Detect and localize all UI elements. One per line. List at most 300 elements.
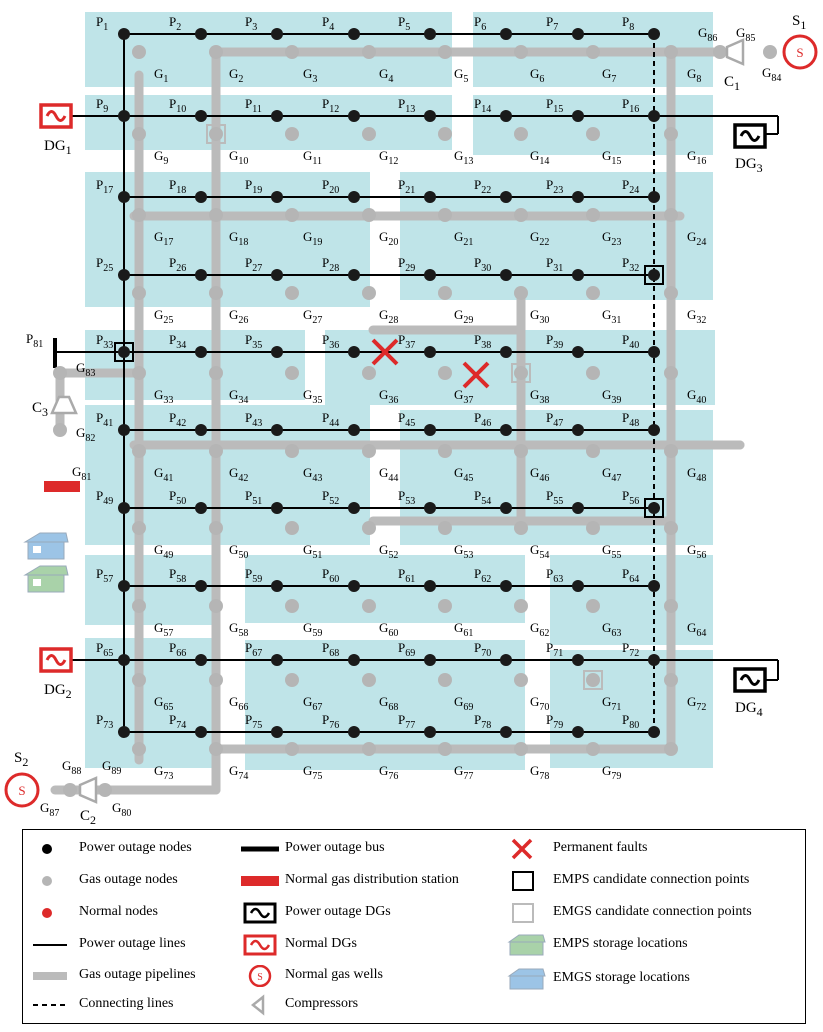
dg-label: $DG_3$ <box>735 156 763 175</box>
power-node <box>648 654 660 666</box>
house-window <box>33 546 41 553</box>
power-node <box>195 269 207 281</box>
compressor-icon <box>239 994 285 1016</box>
gas-node <box>514 286 528 300</box>
power-node <box>424 110 436 122</box>
area-block <box>85 555 215 625</box>
g-label: $G_{71}$ <box>602 694 622 713</box>
gas-node <box>98 783 112 797</box>
g-label: $G_{77}$ <box>454 763 474 782</box>
gas-node <box>713 45 727 59</box>
p-label: $P_{56}$ <box>622 488 640 507</box>
legend-label: Connecting lines <box>79 996 174 1011</box>
g-label: $G_{67}$ <box>303 694 323 713</box>
g84-label: $G_{84}$ <box>762 65 782 84</box>
gas-node <box>514 127 528 141</box>
g-label: $G_{24}$ <box>687 229 707 248</box>
gas-node <box>362 673 376 687</box>
p-label: $P_{18}$ <box>169 177 187 196</box>
p-label: $P_{16}$ <box>622 96 640 115</box>
g-label: $G_{15}$ <box>602 148 622 167</box>
gas-node <box>285 366 299 380</box>
g-label: $G_{59}$ <box>303 620 323 639</box>
power-node-icon <box>33 838 79 860</box>
p-label: $P_{25}$ <box>96 255 114 274</box>
g-label: $G_{35}$ <box>303 387 323 406</box>
g-label: $G_{18}$ <box>229 229 249 248</box>
g-label: $G_5$ <box>454 66 469 85</box>
power-node <box>648 346 660 358</box>
power-node <box>424 654 436 666</box>
power-node <box>195 110 207 122</box>
p-label: $P_{28}$ <box>322 255 340 274</box>
p-label: $P_{60}$ <box>322 566 340 585</box>
legend-label: Permanent faults <box>553 840 648 855</box>
power-node <box>572 346 584 358</box>
p-label: $P_{46}$ <box>474 410 492 429</box>
power-node <box>648 580 660 592</box>
power-node <box>271 424 283 436</box>
power-node <box>348 502 360 514</box>
gas-node <box>362 444 376 458</box>
p-label: $P_2$ <box>169 14 182 33</box>
power-node <box>572 654 584 666</box>
gas-node <box>664 521 678 535</box>
gas-node <box>586 742 600 756</box>
power-node <box>424 726 436 738</box>
g-label: $G_{72}$ <box>687 694 707 713</box>
g-label: $G_{27}$ <box>303 307 323 326</box>
p-label: $P_{47}$ <box>546 410 564 429</box>
power-node <box>118 110 130 122</box>
legend-well-glyph: S <box>257 972 263 983</box>
p-label: $P_{35}$ <box>245 332 263 351</box>
power-node <box>348 191 360 203</box>
g-label: $G_1$ <box>154 66 169 85</box>
p-label: $P_8$ <box>622 14 635 33</box>
power-node <box>348 110 360 122</box>
p-label: $P_{49}$ <box>96 488 114 507</box>
p-label: $P_{54}$ <box>474 488 492 507</box>
gas-node <box>514 521 528 535</box>
legend-emps-point <box>513 872 533 890</box>
compressor-label: $C_3$ <box>32 400 49 419</box>
power-node <box>348 424 360 436</box>
gas-node <box>285 599 299 613</box>
p-label: $P_{66}$ <box>169 640 187 659</box>
gas-node-icon <box>33 870 79 892</box>
p-label: $P_{64}$ <box>622 566 640 585</box>
p-label: $P_7$ <box>546 14 559 33</box>
dg-label: $DG_1$ <box>44 138 72 157</box>
gas-node <box>438 742 452 756</box>
g80-label: $G_{80}$ <box>112 800 132 819</box>
p-label: $P_4$ <box>322 14 335 33</box>
g-label: $G_{57}$ <box>154 620 174 639</box>
gas-node <box>285 286 299 300</box>
source-label: $S_2$ <box>14 750 29 769</box>
g-label: $G_{42}$ <box>229 465 249 484</box>
gas-node <box>209 742 223 756</box>
p-label: $P_{53}$ <box>398 488 416 507</box>
legend <box>22 829 806 1024</box>
g-label: $G_{43}$ <box>303 465 323 484</box>
p-label: $P_{70}$ <box>474 640 492 659</box>
power-node <box>348 346 360 358</box>
g-label: $G_{54}$ <box>530 542 550 561</box>
compressor-label: $C_2$ <box>80 808 97 827</box>
p-label: $P_{72}$ <box>622 640 640 659</box>
legend-house-body <box>510 976 543 989</box>
g82-label: $G_{82}$ <box>76 425 96 444</box>
p-label: $P_{77}$ <box>398 712 416 731</box>
gas-node <box>514 673 528 687</box>
p-label: $P_{43}$ <box>245 410 263 429</box>
p-label: $P_{63}$ <box>546 566 564 585</box>
gas-node <box>53 423 67 437</box>
legend-label: EMPS candidate connection points <box>553 872 750 887</box>
gas-node <box>586 521 600 535</box>
gas-node <box>514 45 528 59</box>
gas-station-icon <box>239 870 285 892</box>
p-label: $P_6$ <box>474 14 487 33</box>
gas-node <box>362 521 376 535</box>
gas-node <box>586 208 600 222</box>
p-label: $P_{34}$ <box>169 332 187 351</box>
power-node <box>648 502 660 514</box>
g-label: $G_{48}$ <box>687 465 707 484</box>
gas-node <box>586 366 600 380</box>
p-label: $P_{59}$ <box>245 566 263 585</box>
house-window <box>33 579 41 586</box>
gas-node <box>362 127 376 141</box>
power-node <box>271 269 283 281</box>
power-node <box>500 580 512 592</box>
g-label: $G_{28}$ <box>379 307 399 326</box>
p-label: $P_{29}$ <box>398 255 416 274</box>
g-label: $G_{16}$ <box>687 148 707 167</box>
power-node <box>424 28 436 40</box>
p-label: $P_{68}$ <box>322 640 340 659</box>
power-node <box>572 424 584 436</box>
g-label: $G_{56}$ <box>687 542 707 561</box>
power-node <box>648 424 660 436</box>
power-node <box>648 726 660 738</box>
gas-node <box>362 286 376 300</box>
gas-node <box>209 444 223 458</box>
g-label: $G_{47}$ <box>602 465 622 484</box>
g-label: $G_{73}$ <box>154 763 174 782</box>
g-label: $G_{55}$ <box>602 542 622 561</box>
area-block <box>473 95 713 155</box>
source-label: $S_1$ <box>792 13 807 32</box>
power-node <box>572 580 584 592</box>
g85-label: $G_{85}$ <box>736 25 756 44</box>
g-label: $G_{39}$ <box>602 387 622 406</box>
g-label: $G_9$ <box>154 148 169 167</box>
dg-label: $DG_4$ <box>735 700 763 719</box>
p-label: $P_{78}$ <box>474 712 492 731</box>
p-label: $P_{58}$ <box>169 566 187 585</box>
power-node <box>648 269 660 281</box>
outage-dg-icon <box>239 902 285 924</box>
connecting-icon <box>33 994 79 1016</box>
power-node <box>271 726 283 738</box>
p-label: $P_{62}$ <box>474 566 492 585</box>
p-label: $P_{71}$ <box>546 640 564 659</box>
power-node <box>500 110 512 122</box>
gas-node <box>132 673 146 687</box>
power-node <box>424 269 436 281</box>
g-label: $G_{17}$ <box>154 229 174 248</box>
g-label: $G_{52}$ <box>379 542 399 561</box>
g-label: $G_{64}$ <box>687 620 707 639</box>
power-node <box>195 726 207 738</box>
power-node <box>118 191 130 203</box>
gas-node <box>514 599 528 613</box>
power-bus-icon <box>239 838 285 860</box>
power-node <box>572 191 584 203</box>
p-label: $P_3$ <box>245 14 258 33</box>
gas-well-icon <box>239 965 285 987</box>
g-label: $G_{30}$ <box>530 307 550 326</box>
gas-node <box>664 742 678 756</box>
power-node <box>572 269 584 281</box>
gas-node <box>664 444 678 458</box>
g-label: $G_{14}$ <box>530 148 550 167</box>
power-node <box>348 726 360 738</box>
fault-icon <box>507 838 553 860</box>
g-label: $G_{63}$ <box>602 620 622 639</box>
g-label: $G_{38}$ <box>530 387 550 406</box>
dg-label: $DG_2$ <box>44 682 72 701</box>
gas-node <box>362 208 376 222</box>
gas-node <box>664 127 678 141</box>
gas-node <box>132 742 146 756</box>
g-label: $G_{29}$ <box>454 307 474 326</box>
emps-point-icon <box>507 870 553 892</box>
legend-emgs-point <box>513 904 533 922</box>
power-node <box>195 346 207 358</box>
g-label: $G_{70}$ <box>530 694 550 713</box>
g-label: $G_{11}$ <box>303 148 323 167</box>
legend-house-body <box>510 942 543 955</box>
gas-node <box>664 599 678 613</box>
g-label: $G_{19}$ <box>303 229 323 248</box>
p-label: $P_{40}$ <box>622 332 640 351</box>
g-label: $G_{23}$ <box>602 229 622 248</box>
gas-node <box>586 286 600 300</box>
g-label: $G_{79}$ <box>602 763 622 782</box>
g-label: $G_{20}$ <box>379 229 399 248</box>
power-node <box>648 110 660 122</box>
p-label: $P_{73}$ <box>96 712 114 731</box>
legend-house-roof <box>509 935 545 942</box>
legend-normal-node <box>42 908 52 918</box>
power-node <box>348 580 360 592</box>
power-node <box>118 580 130 592</box>
power-node <box>195 580 207 592</box>
gas-node <box>362 366 376 380</box>
gas-well-glyph: S <box>796 45 804 60</box>
p-label: $P_{74}$ <box>169 712 187 731</box>
area-block <box>85 172 370 307</box>
gas-node <box>586 127 600 141</box>
power-node <box>271 346 283 358</box>
power-node <box>572 110 584 122</box>
legend-label: Gas outage pipelines <box>79 967 196 982</box>
p-label: $P_{45}$ <box>398 410 416 429</box>
gas-node <box>285 127 299 141</box>
compressor-label: $C_1$ <box>724 74 741 93</box>
gas-node <box>285 444 299 458</box>
gas-node <box>132 444 146 458</box>
g-label: $G_{22}$ <box>530 229 550 248</box>
gas-well-glyph: S <box>18 783 26 798</box>
gas-node <box>285 45 299 59</box>
g-label: $G_{45}$ <box>454 465 474 484</box>
g-label: $G_{46}$ <box>530 465 550 484</box>
g-label: $G_{37}$ <box>454 387 474 406</box>
legend-label: EMPS storage locations <box>553 936 688 951</box>
gas-node <box>438 127 452 141</box>
power-node <box>500 346 512 358</box>
power-node <box>424 502 436 514</box>
gas-node <box>209 673 223 687</box>
power-node <box>271 502 283 514</box>
legend-label: Power outage nodes <box>79 840 192 855</box>
gas-node <box>362 599 376 613</box>
legend-label: Power outage DGs <box>285 904 391 919</box>
power-node <box>424 580 436 592</box>
gas-node <box>514 208 528 222</box>
power-node <box>118 269 130 281</box>
g-label: $G_{13}$ <box>454 148 474 167</box>
gas-node <box>763 45 777 59</box>
power-node <box>271 580 283 592</box>
p-label: $P_{39}$ <box>546 332 564 351</box>
power-node <box>348 654 360 666</box>
power-node <box>195 654 207 666</box>
legend-label: EMGS candidate connection points <box>553 904 752 919</box>
power-node <box>195 191 207 203</box>
g-label: $G_{25}$ <box>154 307 174 326</box>
p-label: $P_{19}$ <box>245 177 263 196</box>
g-label: $G_{51}$ <box>303 542 323 561</box>
legend-compressor <box>253 997 263 1013</box>
gas-node <box>586 599 600 613</box>
gas-node <box>664 45 678 59</box>
power-node <box>500 191 512 203</box>
legend-power-node <box>42 844 52 854</box>
power-node <box>118 28 130 40</box>
g-label: $G_{32}$ <box>687 307 707 326</box>
power-line-icon <box>33 934 79 956</box>
g-label: $G_{33}$ <box>154 387 174 406</box>
gas-node <box>438 673 452 687</box>
p-label: $P_{42}$ <box>169 410 187 429</box>
p-label: $P_{41}$ <box>96 410 114 429</box>
p-label: $P_{15}$ <box>546 96 564 115</box>
power-node <box>195 28 207 40</box>
power-node <box>500 654 512 666</box>
g-label: $G_7$ <box>602 66 617 85</box>
legend-label: Gas outage nodes <box>79 872 178 887</box>
gas-node <box>132 286 146 300</box>
g-label: $G_{53}$ <box>454 542 474 561</box>
p-label: $P_{27}$ <box>245 255 263 274</box>
gas-pipe-icon <box>33 965 79 987</box>
legend-label: EMGS storage locations <box>553 970 690 985</box>
gas-node <box>285 673 299 687</box>
g-label: $G_{49}$ <box>154 542 174 561</box>
gas-node <box>586 673 600 687</box>
power-node <box>500 28 512 40</box>
p-label: $P_{32}$ <box>622 255 640 274</box>
p-label: $P_{51}$ <box>245 488 263 507</box>
p-label: $P_{38}$ <box>474 332 492 351</box>
emgs-point-icon <box>507 902 553 924</box>
normal-node-icon <box>33 902 79 924</box>
legend-gas-station <box>241 876 279 886</box>
g-label: $G_{75}$ <box>303 763 323 782</box>
gas-node <box>664 286 678 300</box>
p-label: $P_5$ <box>398 14 411 33</box>
gas-node <box>285 521 299 535</box>
g-label: $G_{36}$ <box>379 387 399 406</box>
p-label: $P_{79}$ <box>546 712 564 731</box>
gas-node <box>438 45 452 59</box>
g-label: $G_{78}$ <box>530 763 550 782</box>
p-label: $P_{76}$ <box>322 712 340 731</box>
g-label: $G_{21}$ <box>454 229 474 248</box>
p-label: $P_{17}$ <box>96 177 114 196</box>
power-node <box>500 502 512 514</box>
gas-node <box>438 208 452 222</box>
p-label: $P_{23}$ <box>546 177 564 196</box>
area-block <box>245 555 525 623</box>
legend-label: Normal DGs <box>285 936 357 951</box>
gas-node <box>132 366 146 380</box>
g-label: $G_{74}$ <box>229 763 249 782</box>
g-label: $G_{66}$ <box>229 694 249 713</box>
gas-node <box>132 521 146 535</box>
power-node <box>500 726 512 738</box>
p-label: $P_{21}$ <box>398 177 416 196</box>
g-label: $G_{61}$ <box>454 620 474 639</box>
power-node <box>572 502 584 514</box>
p-label: $P_{65}$ <box>96 640 114 659</box>
power-node <box>118 726 130 738</box>
legend-label: Compressors <box>285 996 359 1011</box>
gas-node <box>132 599 146 613</box>
gas-node <box>209 521 223 535</box>
g86-label: $G_{86}$ <box>698 25 718 44</box>
power-node <box>271 28 283 40</box>
p-label: $P_{30}$ <box>474 255 492 274</box>
p-label: $P_{50}$ <box>169 488 187 507</box>
g-label: $G_{62}$ <box>530 620 550 639</box>
g89-label: $G_{89}$ <box>102 758 122 777</box>
gas-node <box>53 366 67 380</box>
g-label: $G_{44}$ <box>379 465 399 484</box>
g83-label: $G_{83}$ <box>76 360 96 379</box>
gas-node <box>586 45 600 59</box>
gas-node <box>132 127 146 141</box>
power-node <box>118 502 130 514</box>
g-label: $G_{41}$ <box>154 465 174 484</box>
gas-node <box>514 742 528 756</box>
